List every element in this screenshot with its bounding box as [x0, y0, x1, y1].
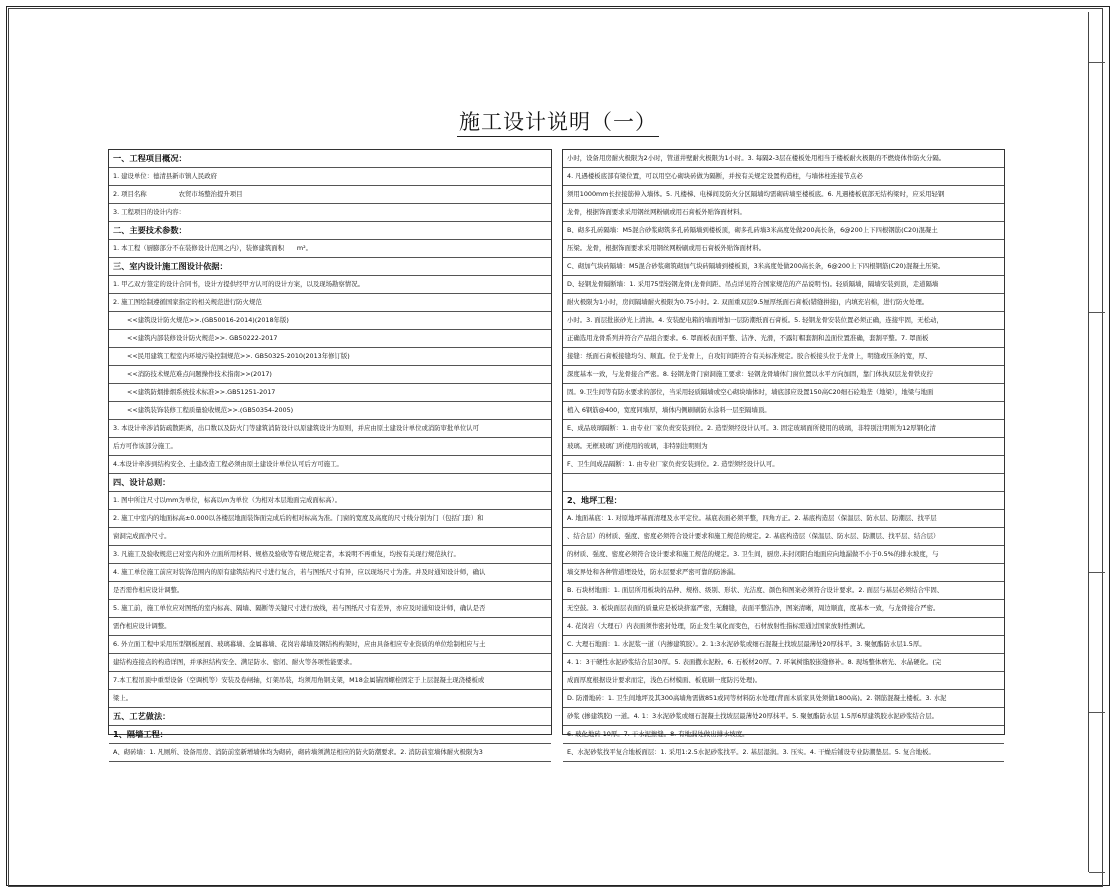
note-line: 砂浆 (掺建筑胶) 一道。4. 1：3水泥砂浆或细石混凝土找坡层最薄处20厚抹平。5. 聚氨酯防水层 1.5厚6厚建筑胶水泥砂浆结合层。 — [563, 708, 1004, 726]
note-line: 正确选用龙骨系列并符合产品组合要求。6. 罩面板表面平整、洁净、光滑，不露钉帽套割和盖面位置准确，套割平整。7. 罩面板 — [563, 330, 1004, 348]
note-line: 梁上。 — [109, 690, 551, 708]
note-line: <<建筑设计防火规范>>.(GB50016-2014)(2018年版) — [109, 312, 551, 330]
section-heading: 1、隔墙工程： — [109, 726, 551, 744]
note-line: 4. 1：3干硬性水泥砂浆结合层30厚。5. 表面撒水泥粉。6. 石板材20厚。7. 环氧树脂胶嵌缝修补。8. 现场整体磨光、水晶硬化。(完 — [563, 654, 1004, 672]
note-line: 植入 6钢筋@400，宽度同墙厚，墙体内侧刷刷防水涂料一层至隔墙顶。 — [563, 402, 1004, 420]
note-line: 须用1000mm长拉接筋伸入墙体。5. 凡楼梯、电梯间及防火分区隔墙均需砌砖墙至楼板底。6. 凡遇楼板底部无结构梁时，应采用轻钢 — [563, 186, 1004, 204]
note-line: D. 防滑地砖：1. 卫生间地坪及其300高墙角需做851或同等材料防水处理(背面木质家具处须做1800高)。2. 钢筋混凝土楼板。3. 水泥 — [563, 690, 1004, 708]
note-line: <<建筑内部装修设计防火规范>>. GB50222-2017 — [109, 330, 551, 348]
note-line: 4. 花岗岩（大理石）内表面须作密封处理，防止发生氧化而变色，石材放射性指标需通过国家放射性测试。 — [563, 618, 1004, 636]
section-heading: 三、室内设计施工图设计依据： — [109, 258, 551, 276]
note-line: D、轻钢龙骨隔断墙：1. 采用75型轻钢龙骨(龙骨间距、吊点详见符合国家规范的产品说明书)。轻质隔墙，隔墙安装到顶，走道隔墙 — [563, 276, 1004, 294]
title-block-divider — [1089, 572, 1105, 573]
note-line: <<建筑防烟排烟系统技术标准>>.GB51251-2017 — [109, 384, 551, 402]
note-line: 7.本工程吊顶中重型设备（空调机等）安装及卷闸轴，灯架吊装，均须用角钢支架，M18金属锚固螺栓固定于上层混凝土现浇楼板或 — [109, 672, 551, 690]
note-line: <<消防技术规范难点问题操作技术指南>>(2017) — [109, 366, 551, 384]
notes-column-left — [108, 149, 552, 756]
note-line: C、砌加气块砖隔墙：M5混合砂浆砌筑砌加气块砖隔墙到楼板顶，3米高度处做200高长条，6@200上下四根钢筋(C20)混凝土压梁。 — [563, 258, 1004, 276]
note-line: 3. 工程项目的设计内容： — [109, 204, 551, 222]
note-line: 6. 玻化地砖 10厚。7. 干水泥擦缝。8. 有地漏处做出排水坡度。 — [563, 726, 1004, 744]
note-line: A. 地面基底：1. 对原地坪基面清理及水平定位。基底表面必须平整，四角方正。2. 基底构造层（保温层、防水层、防潮层、找平层 — [563, 510, 1004, 528]
note-line: 玻璃。无框玻璃门所使用的玻璃，非特别注明则为 — [563, 438, 1004, 456]
note-line — [563, 474, 1004, 492]
section-heading: 2、地坪工程： — [563, 492, 1004, 510]
note-line: 3. 凡施工及验收规范已对室内和外立面所用材料、规格及验收等有规范规定者，本说明不再重复，均按有关现行规范执行。 — [109, 546, 551, 564]
note-line: A、砌砖墙：1. 凡厕所、设备用房、消防前室新增墙体均为砌砖，砌砖墙须满足相应的防火防潮要求。2. 消防前室墙体耐火极限为3 — [109, 744, 551, 762]
note-line: 1. 建设单位：德清县新市镇人民政府 — [109, 168, 551, 186]
note-line: 建结构连接点的构造详图，并承担结构安全、满足防水、密闭、耐火等各项性能要求。 — [109, 654, 551, 672]
title-block-strip — [1088, 12, 1105, 872]
note-line: 是否需作相应设计调整。 — [109, 582, 551, 600]
section-heading: 一、工程项目概况： — [109, 150, 551, 168]
note-line: <<建筑装饰装修工程质量验收规范>>.(GB50354-2005) — [109, 402, 551, 420]
note-line: 4.本设计牵涉到结构安全、土建改造工程必须由原土建设计单位认可后方可施工。 — [109, 456, 551, 474]
note-line: B、砌多孔砖隔墙：M5混合砂浆砌筑多孔砖隔墙到楼板顶，砌多孔砖墙3米高度处做200高长条，6@200上下四根钢筋(C20)混凝土 — [563, 222, 1004, 240]
note-line: 5. 施工前，施工单位应对图纸的室内标高、隔墙、隔断等关键尺寸进行放线，若与图纸尺寸有差异，亦应及时通知设计师，确认是否 — [109, 600, 551, 618]
note-line: 墙交界处和各种管道埋设处，防水层要求严密可靠的防渗漏。 — [563, 564, 1004, 582]
note-line: 无空鼓。3. 板块面层表面的质量应是板块挤塞严密，无翻缝，表面平整洁净，图案清晰，周边顺直，度基本一致，与龙骨接合严密。 — [563, 600, 1004, 618]
note-line: <<民用建筑工程室内环境污染控制规范>>. GB50325-2010(2013年修订版) — [109, 348, 551, 366]
note-line: 需作相应设计调整。 — [109, 618, 551, 636]
note-line: 4. 凡遇楼板底部有梁位置，可以用空心砌块砖做为隔断，并按有关规定设置构造柱，与墙体柱连接节点必 — [563, 168, 1004, 186]
note-line: B. 石块材地面：1. 面层所用板块的品种、规格、级别、形状、光洁度、颜色和图案必须符合设计要求。2. 面层与基层必须结合牢固、 — [563, 582, 1004, 600]
section-heading: 二、主要技术参数： — [109, 222, 551, 240]
page-title-text: 施工设计说明（一） — [457, 110, 659, 137]
note-line: 3. 本设计牵涉消防疏散距离，出口数以及防火门等建筑消防设计以原建筑设计为原则，并应由原土建设计单位或消防审批单位认可 — [109, 420, 551, 438]
page-title — [0, 106, 1116, 136]
note-line: 深度基本一致，与龙骨接合严密。8. 轻钢龙骨门窗洞施工要求：轻钢龙骨墙体门窗位置以水平方向加固，靠门体执双层龙骨铁皮拧 — [563, 366, 1004, 384]
note-line: 小时，设备用房耐火极限为2小时，管道井壁耐火极限为1小时。3. 每隔2-3层在楼板处用相当于楼板耐火极限的不燃烧体作防火分隔。 — [563, 150, 1004, 168]
note-line: 的材质、强度、密度必须符合设计要求和施工规范的规定。3. 卫生间，厨房,未封闭阳台地面应向地漏做不小于0.5%的排水坡度，与 — [563, 546, 1004, 564]
note-line: E、水泥砂浆找平复合地板面层：1. 采用1:2.5水泥砂浆找平。2. 基层湿润。3. 压实。4. 干燥后铺设专业防潮垫层。5. 复合地板。 — [563, 744, 1004, 762]
note-line: 2. 施工中室内的地面标高±0.000以各楼层地面装饰面完成后的相对标高为准。门窗的宽度及高度的尺寸线分别为门（包括门套）和 — [109, 510, 551, 528]
title-block-divider — [1089, 62, 1105, 63]
note-line: 窗洞完成面净尺寸。 — [109, 528, 551, 546]
notes-column-right — [562, 149, 1005, 756]
note-line: 6. 外立面工程中采用压型钢板屋面、玻璃幕墙、金属幕墙、花岗岩幕墙及钢结构构架时，应由具备相应专业资质的单位绘制相应与土 — [109, 636, 551, 654]
title-block-divider — [1089, 712, 1105, 713]
note-line: 压梁。龙骨，根据饰面要求采用钢丝网粉刷或用石膏板外贴饰面材料。 — [563, 240, 1004, 258]
note-line: 固。9.卫生间等有防水要求的部位，当采用轻质隔墙或空心砌块墙体时，墙底部应设置150高C20细石砼地垄（地梁），地梁与地面 — [563, 384, 1004, 402]
note-line: 1. 甲乙双方签定的设计合同书，设计方提供经甲方认可的设计方案，以及现场勘察情况。 — [109, 276, 551, 294]
note-line: 2. 施工图绘制遵循国家指定的相关规范进行防火规范 — [109, 294, 551, 312]
note-line: 耐火极限为1小时，房间隔墙耐火极限为0.75小时。2. 双面重双层9.5厘厚纸面石膏板(错缝拼接)，内填充岩棉，进行防火处理。 — [563, 294, 1004, 312]
note-line: 2. 项目名称 农贸市场整治提升项目 — [109, 186, 551, 204]
note-line: 接缝：纸面石膏板接缝均匀、顺直。位于龙骨上，自攻钉间距符合有关标准规定。胶合板接头位于龙骨上，明缝或压条的宽，厚、 — [563, 348, 1004, 366]
note-line: 1. 本工程（厨膨部分不在装修设计范围之内），装修建筑面积 m²。 — [109, 240, 551, 258]
note-line: 1. 图中所注尺寸以mm为单位，标高以m为单位（为相对本层地面完成面标高）。 — [109, 492, 551, 510]
note-line: 龙骨，根据饰面要求采用钢丝网粉刷或用石膏板外贴饰面材料。 — [563, 204, 1004, 222]
section-heading: 五、工艺做法： — [109, 708, 551, 726]
section-heading: 四、设计总则： — [109, 474, 551, 492]
note-line: F、卫生间成品隔断：1. 由专业厂家负责安装到位。2. 造型须经设计认可。 — [563, 456, 1004, 474]
note-line: 4. 施工单位施工前应对装饰范围内的原有建筑结构尺寸进行复合，若与图纸尺寸有异，应以现场尺寸为准。并及时通知设计师，确认 — [109, 564, 551, 582]
note-line: C. 大理石地面：1. 水泥浆一道（内掺建筑胶）。2. 1:3水泥砂浆或细石混凝土找坡层最薄处20厚抹平。3. 聚氨酯防水层1.5厚。 — [563, 636, 1004, 654]
note-line: 成面厚度根据设计要求而定，浅色石材模面、板底刷一度防污处理)。 — [563, 672, 1004, 690]
note-line: 小时。3. 面层批嵌砂光上清油。4. 安装配电箱的墙面增加一层防潮纸面石膏板。5. 轻钢龙骨安装位置必须正确，连接牢固，无松动， — [563, 312, 1004, 330]
title-block-divider — [1089, 312, 1105, 313]
note-line: E、成品玻璃隔断：1. 由专业厂家负责安装到位。2. 造型须经设计认可。3. 固定玻璃面所使用的玻璃，非特别注明则为12厚钢化清 — [563, 420, 1004, 438]
title-block-divider — [1089, 872, 1105, 873]
note-line: 、结合层）的材质、强度、密度必须符合设计要求和施工规范的规定。2. 基底构造层（保温层、防水层、防潮层、找平层、结合层） — [563, 528, 1004, 546]
note-line: 后方可作该部分施工。 — [109, 438, 551, 456]
